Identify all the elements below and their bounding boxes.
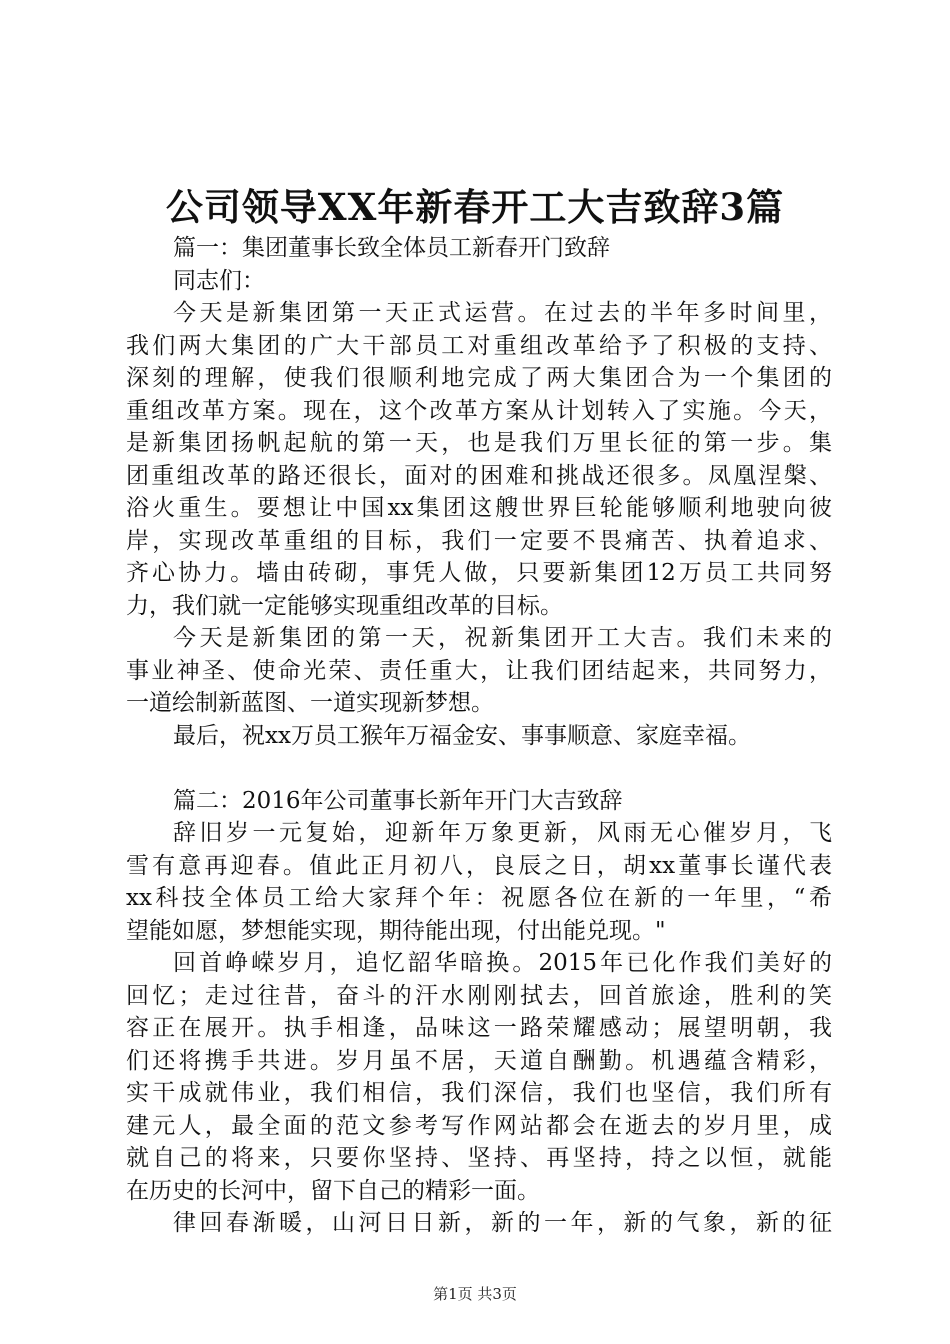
paragraph-line: 今天是新集团的第一天，祝新集团开工大吉。我们未来的 bbox=[173, 625, 832, 651]
paragraph-line: 建元人，最全面的范文参考写作网站都会在逝去的岁月里，成 bbox=[126, 1112, 832, 1139]
paragraph-line: 团重组改革的路还很长，面对的困难和挑战还很多。凤凰涅槃、 bbox=[126, 462, 832, 489]
paragraph-line: 们还将携手共进。岁月虽不居，天道自酬勤。机遇蕴含精彩， bbox=[126, 1047, 832, 1074]
paragraph-line: 力，我们就一定能够实现重组改革的目标。 bbox=[126, 592, 563, 619]
paragraph-line: 在历史的长河中，留下自己的精彩一面。 bbox=[126, 1177, 540, 1204]
paragraph-line: 岸，实现改革重组的目标，我们一定要不畏痛苦、执着追求、 bbox=[126, 527, 832, 554]
paragraph-line: 辞旧岁一元复始，迎新年万象更新，风雨无心催岁月，飞 bbox=[173, 820, 832, 846]
paragraph-line: 容正在展开。执手相逢，品味这一路荣耀感动；展望明朝，我 bbox=[126, 1015, 832, 1041]
paragraph-line: 就自己的将来，只要你坚持、坚持、再坚持，持之以恒，就能 bbox=[126, 1145, 832, 1171]
paragraph-line: 实干成就伟业，我们相信，我们深信，我们也坚信，我们所有 bbox=[126, 1080, 832, 1106]
paragraph-line: 回首峥嵘岁月，追忆韶华暗换。2015年已化作我们美好的 bbox=[173, 950, 832, 976]
paragraph-line: 我们两大集团的广大干部员工对重组改革给予了积极的支持、 bbox=[126, 332, 832, 359]
paragraph-line: 律回春渐暖，山河日日新，新的一年，新的气象，新的征 bbox=[173, 1210, 832, 1236]
paragraph-line: 齐心协力。墙由砖砌，事凭人做，只要新集团12万员工共同努 bbox=[126, 560, 832, 586]
paragraph-line: 最后，祝xx万员工猴年万福金安、事事顺意、家庭幸福。 bbox=[173, 722, 751, 749]
paragraph-line: xx科技全体员工给大家拜个年：祝愿各位在新的一年里，“希 bbox=[126, 885, 832, 911]
paragraph-line: 回忆；走过往昔，奋斗的汗水刚刚拭去，回首旅途，胜利的笑 bbox=[126, 982, 832, 1009]
paragraph-line: 望能如愿，梦想能实现，期待能出现，付出能兑现。" bbox=[126, 917, 666, 944]
paragraph-line: 浴火重生。要想让中国xx集团这艘世界巨轮能够顺利地驶向彼 bbox=[126, 495, 832, 521]
paragraph-line: 是新集团扬帆起航的第一天，也是我们万里长征的第一步。集 bbox=[126, 430, 832, 456]
paragraph-line: 今天是新集团第一天正式运营。在过去的半年多时间里， bbox=[173, 300, 832, 326]
paragraph-line: 一道绘制新蓝图、一道实现新梦想。 bbox=[126, 690, 494, 716]
section-heading: 篇一：集团董事长致全体员工新春开门致辞 bbox=[173, 235, 610, 261]
paragraph-line: 深刻的理解，使我们很顺利地完成了两大集团合为一个集团的 bbox=[126, 365, 832, 391]
paragraph-line: 事业神圣、使命光荣、责任重大，让我们团结起来，共同努力， bbox=[126, 657, 832, 684]
paragraph-line: 雪有意再迎春。值此正月初八，良辰之日，胡xx董事长谨代表 bbox=[126, 852, 832, 879]
page-footer: 第1页 共3页 bbox=[433, 1285, 517, 1303]
paragraph-line: 重组改革方案。现在，这个改革方案从计划转入了实施。今天， bbox=[126, 397, 832, 424]
salutation: 同志们： bbox=[173, 267, 265, 294]
document-body bbox=[126, 232, 832, 1240]
section-heading: 篇二：2016年公司董事长新年开门大吉致辞 bbox=[173, 787, 623, 814]
blank-line bbox=[126, 752, 832, 785]
document-title: 公司领导XX年新春开工大吉致辞3篇 bbox=[165, 185, 785, 229]
